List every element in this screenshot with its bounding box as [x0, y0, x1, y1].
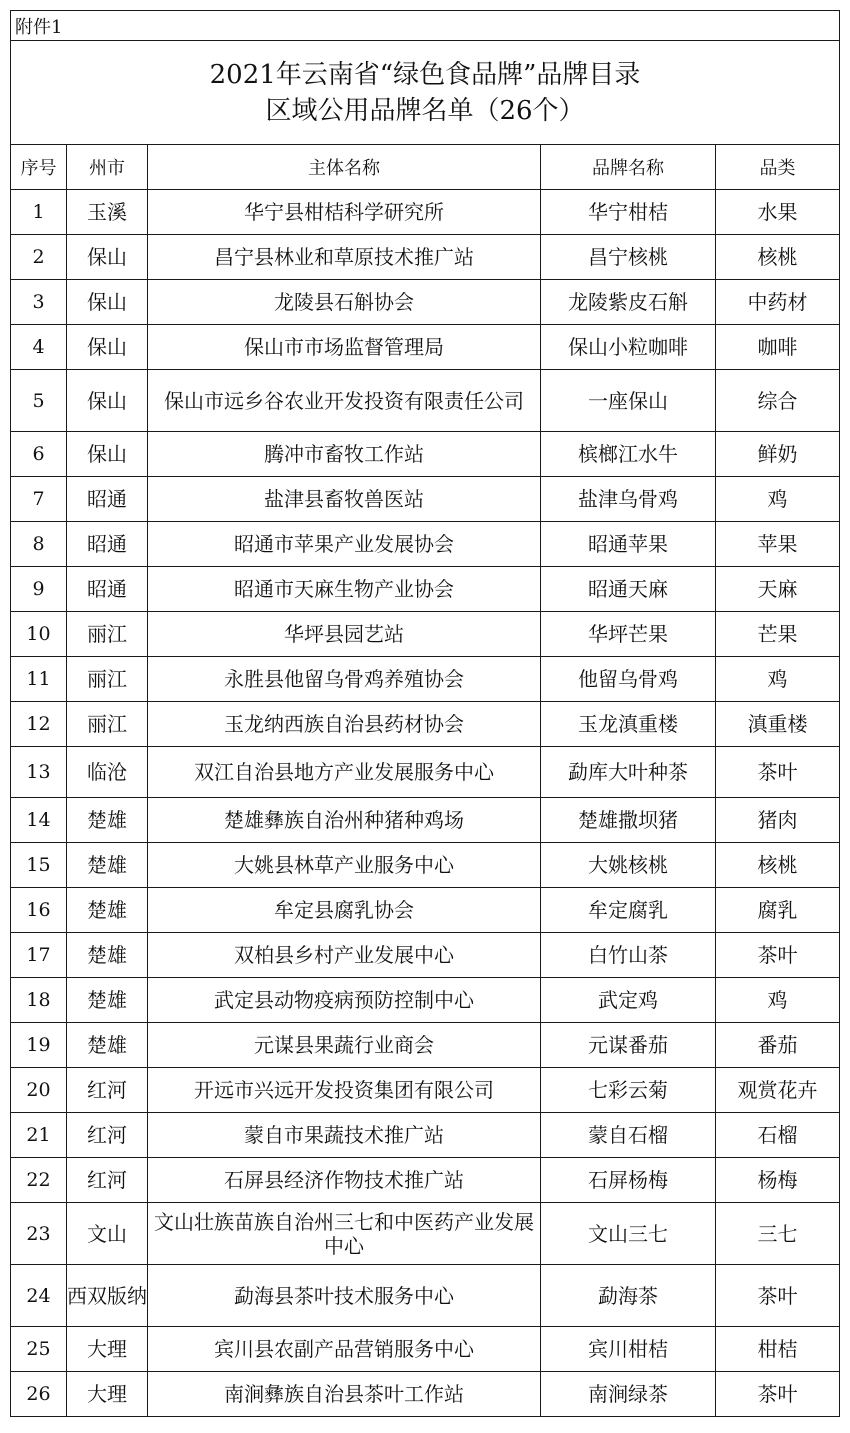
row-city: 玉溪	[67, 190, 148, 235]
row-category: 核桃	[716, 843, 840, 888]
row-category: 苹果	[716, 522, 840, 567]
row-category: 石榴	[716, 1113, 840, 1158]
row-city: 红河	[67, 1068, 148, 1113]
row-city: 红河	[67, 1113, 148, 1158]
row-entity: 大姚县林草产业服务中心	[148, 843, 541, 888]
row-brand: 白竹山茶	[541, 933, 716, 978]
row-entity: 楚雄彝族自治州种猪种鸡场	[148, 798, 541, 843]
row-brand: 楚雄撒坝猪	[541, 798, 716, 843]
row-category: 三七	[716, 1203, 840, 1265]
row-entity: 开远市兴远开发投资集团有限公司	[148, 1068, 541, 1113]
row-category: 芒果	[716, 612, 840, 657]
row-number: 25	[11, 1327, 67, 1372]
row-number: 4	[11, 325, 67, 370]
row-category: 番茄	[716, 1023, 840, 1068]
row-city: 保山	[67, 370, 148, 432]
row-city: 大理	[67, 1327, 148, 1372]
table-row	[11, 235, 840, 280]
table-row	[11, 1068, 840, 1113]
row-city: 保山	[67, 325, 148, 370]
row-city: 临沧	[67, 747, 148, 798]
header-entity: 主体名称	[148, 145, 541, 190]
row-city: 楚雄	[67, 978, 148, 1023]
row-number: 24	[11, 1265, 67, 1327]
header-category: 品类	[716, 145, 840, 190]
table-row	[11, 477, 840, 522]
row-brand: 华宁柑桔	[541, 190, 716, 235]
header-city: 州市	[67, 145, 148, 190]
row-entity: 元谋县果蔬行业商会	[148, 1023, 541, 1068]
row-brand: 蒙自石榴	[541, 1113, 716, 1158]
attachment-label: 附件1	[11, 11, 840, 41]
table-row	[11, 657, 840, 702]
row-category: 柑桔	[716, 1327, 840, 1372]
row-entity: 昌宁县林业和草原技术推广站	[148, 235, 541, 280]
row-entity: 龙陵县石斛协会	[148, 280, 541, 325]
row-category: 咖啡	[716, 325, 840, 370]
row-number: 14	[11, 798, 67, 843]
row-entity: 腾冲市畜牧工作站	[148, 432, 541, 477]
row-brand: 牟定腐乳	[541, 888, 716, 933]
row-city: 丽江	[67, 657, 148, 702]
row-number: 6	[11, 432, 67, 477]
row-category: 鲜奶	[716, 432, 840, 477]
row-city: 楚雄	[67, 888, 148, 933]
row-brand: 大姚核桃	[541, 843, 716, 888]
table-row	[11, 1203, 840, 1265]
table-row	[11, 280, 840, 325]
row-brand: 武定鸡	[541, 978, 716, 1023]
table-row	[11, 190, 840, 235]
row-entity: 昭通市苹果产业发展协会	[148, 522, 541, 567]
table-row	[11, 522, 840, 567]
row-entity: 永胜县他留乌骨鸡养殖协会	[148, 657, 541, 702]
row-category: 中药材	[716, 280, 840, 325]
row-entity: 石屏县经济作物技术推广站	[148, 1158, 541, 1203]
table-row	[11, 843, 840, 888]
row-city: 昭通	[67, 477, 148, 522]
row-entity: 玉龙纳西族自治县药材协会	[148, 702, 541, 747]
row-brand: 槟榔江水牛	[541, 432, 716, 477]
row-category: 天麻	[716, 567, 840, 612]
header-row	[11, 145, 840, 190]
row-entity: 勐海县茶叶技术服务中心	[148, 1265, 541, 1327]
row-number: 5	[11, 370, 67, 432]
row-number: 9	[11, 567, 67, 612]
row-entity: 双江自治县地方产业发展服务中心	[148, 747, 541, 798]
row-number: 1	[11, 190, 67, 235]
table-row	[11, 1113, 840, 1158]
row-number: 11	[11, 657, 67, 702]
row-city: 楚雄	[67, 933, 148, 978]
row-city: 楚雄	[67, 798, 148, 843]
row-brand: 七彩云菊	[541, 1068, 716, 1113]
row-entity: 牟定县腐乳协会	[148, 888, 541, 933]
row-city: 昭通	[67, 567, 148, 612]
table-row	[11, 1327, 840, 1372]
row-city: 保山	[67, 432, 148, 477]
row-brand: 保山小粒咖啡	[541, 325, 716, 370]
table-row	[11, 567, 840, 612]
table-row	[11, 1023, 840, 1068]
table-row	[11, 1158, 840, 1203]
row-brand: 玉龙滇重楼	[541, 702, 716, 747]
row-category: 茶叶	[716, 933, 840, 978]
document-sheet	[10, 10, 839, 1417]
row-brand: 龙陵紫皮石斛	[541, 280, 716, 325]
row-entity: 文山壮族苗族自治州三七和中医药产业发展中心	[148, 1203, 541, 1265]
row-entity: 宾川县农副产品营销服务中心	[148, 1327, 541, 1372]
row-number: 17	[11, 933, 67, 978]
row-brand: 一座保山	[541, 370, 716, 432]
row-number: 22	[11, 1158, 67, 1203]
row-brand: 元谋番茄	[541, 1023, 716, 1068]
row-number: 19	[11, 1023, 67, 1068]
row-category: 茶叶	[716, 747, 840, 798]
row-number: 2	[11, 235, 67, 280]
row-number: 7	[11, 477, 67, 522]
row-number: 13	[11, 747, 67, 798]
row-number: 23	[11, 1203, 67, 1265]
row-city: 楚雄	[67, 1023, 148, 1068]
title-line-2: 区域公用品牌名单（26个）	[265, 95, 585, 126]
row-entity: 南涧彝族自治县茶叶工作站	[148, 1372, 541, 1417]
row-entity: 华宁县柑桔科学研究所	[148, 190, 541, 235]
row-city: 保山	[67, 280, 148, 325]
table-row	[11, 933, 840, 978]
row-city: 丽江	[67, 702, 148, 747]
header-no: 序号	[11, 145, 67, 190]
row-number: 21	[11, 1113, 67, 1158]
row-brand: 昭通天麻	[541, 567, 716, 612]
row-number: 8	[11, 522, 67, 567]
title-line-1: 2021年云南省“绿色食品牌”品牌目录	[209, 59, 641, 90]
row-category: 核桃	[716, 235, 840, 280]
row-category: 鸡	[716, 978, 840, 1023]
row-brand: 昭通苹果	[541, 522, 716, 567]
table-row	[11, 702, 840, 747]
row-category: 水果	[716, 190, 840, 235]
row-city: 红河	[67, 1158, 148, 1203]
row-category: 观赏花卉	[716, 1068, 840, 1113]
row-brand: 昌宁核桃	[541, 235, 716, 280]
table-row	[11, 432, 840, 477]
row-entity: 盐津县畜牧兽医站	[148, 477, 541, 522]
row-entity: 蒙自市果蔬技术推广站	[148, 1113, 541, 1158]
row-number: 10	[11, 612, 67, 657]
row-category: 茶叶	[716, 1265, 840, 1327]
row-category: 腐乳	[716, 888, 840, 933]
document-title	[11, 41, 840, 145]
table-row	[11, 888, 840, 933]
row-city: 楚雄	[67, 843, 148, 888]
table-row	[11, 1372, 840, 1417]
row-number: 16	[11, 888, 67, 933]
row-category: 滇重楼	[716, 702, 840, 747]
row-category: 杨梅	[716, 1158, 840, 1203]
row-brand: 勐海茶	[541, 1265, 716, 1327]
row-brand: 石屏杨梅	[541, 1158, 716, 1203]
row-city: 昭通	[67, 522, 148, 567]
row-brand: 宾川柑桔	[541, 1327, 716, 1372]
brand-table	[10, 10, 840, 1417]
row-city: 西双版纳	[67, 1265, 148, 1327]
table-row	[11, 612, 840, 657]
row-city: 文山	[67, 1203, 148, 1265]
table-row	[11, 978, 840, 1023]
row-brand: 华坪芒果	[541, 612, 716, 657]
row-city: 保山	[67, 235, 148, 280]
row-brand: 勐库大叶种茶	[541, 747, 716, 798]
row-entity: 昭通市天麻生物产业协会	[148, 567, 541, 612]
row-number: 20	[11, 1068, 67, 1113]
row-city: 大理	[67, 1372, 148, 1417]
row-brand: 盐津乌骨鸡	[541, 477, 716, 522]
row-entity: 双柏县乡村产业发展中心	[148, 933, 541, 978]
row-entity: 保山市市场监督管理局	[148, 325, 541, 370]
table-row	[11, 747, 840, 798]
row-category: 鸡	[716, 657, 840, 702]
row-brand: 他留乌骨鸡	[541, 657, 716, 702]
table-row	[11, 325, 840, 370]
row-category: 茶叶	[716, 1372, 840, 1417]
table-row	[11, 1265, 840, 1327]
header-brand: 品牌名称	[541, 145, 716, 190]
row-number: 15	[11, 843, 67, 888]
row-category: 综合	[716, 370, 840, 432]
row-category: 鸡	[716, 477, 840, 522]
row-entity: 保山市远乡谷农业开发投资有限责任公司	[148, 370, 541, 432]
row-entity: 华坪县园艺站	[148, 612, 541, 657]
table-row	[11, 370, 840, 432]
row-city: 丽江	[67, 612, 148, 657]
row-category: 猪肉	[716, 798, 840, 843]
row-entity: 武定县动物疫病预防控制中心	[148, 978, 541, 1023]
row-number: 3	[11, 280, 67, 325]
row-number: 18	[11, 978, 67, 1023]
row-number: 12	[11, 702, 67, 747]
table-body	[11, 190, 840, 1417]
row-brand: 南涧绿茶	[541, 1372, 716, 1417]
row-number: 26	[11, 1372, 67, 1417]
table-row	[11, 798, 840, 843]
row-brand: 文山三七	[541, 1203, 716, 1265]
